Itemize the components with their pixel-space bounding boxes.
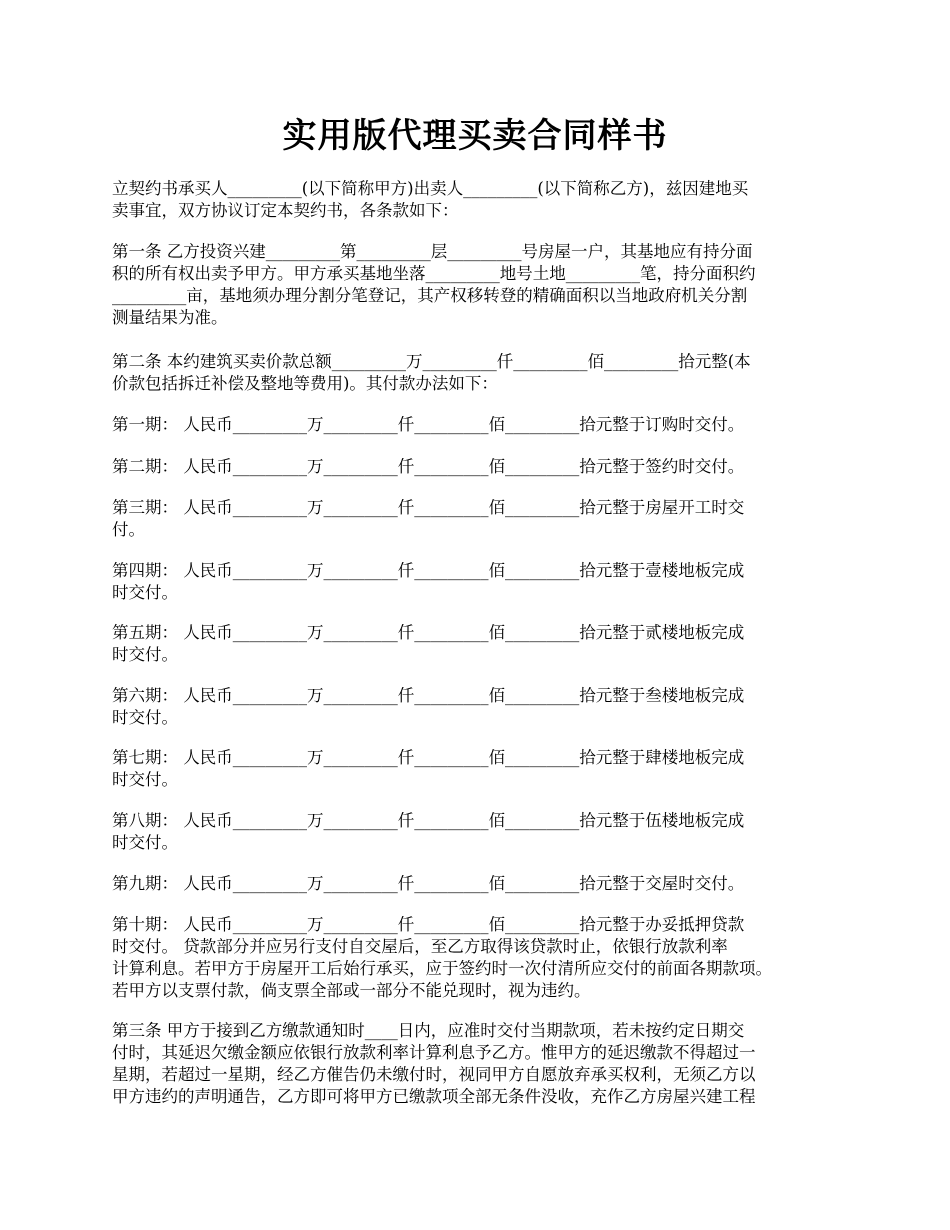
text-line: 第三期： 人民币_________万_________仟_________佰_________拾元整于房屋开工时交 [112,498,745,517]
text-line: 时交付。 贷款部分并应另行支付自交屋后，至乙方取得该贷款时止，依银行放款利率 [112,937,728,956]
text-line: 第七期： 人民币_________万_________仟_________佰_________拾元整于肆楼地板完成 [112,748,745,767]
paragraph-article-3 [112,1020,852,1108]
paragraph-installment-2 [112,456,852,478]
text-line: 第一期： 人民币_________万_________仟_________佰_________拾元整于订购时交付。 [112,415,745,434]
paragraph-preamble [112,178,852,222]
text-line: 第九期： 人民币_________万_________仟_________佰_________拾元整于交屋时交付。 [112,874,745,893]
text-line: 时交付。 [112,833,178,852]
text-line: 第五期： 人民币_________万_________仟_________佰_________拾元整于贰楼地板完成 [112,623,745,642]
text-line: 第三条 甲方于接到乙方缴款通知时____日内，应准时交付当期款项，若未按约定日期交 [112,1021,745,1040]
text-line: 计算利息。若甲方于房屋开工后始行承买，应于签约时一次付清所应交付的前面各期款项。 [112,959,772,978]
paragraph-installment-7 [112,747,852,791]
paragraph-installment-8 [112,810,852,854]
paragraph-installment-9 [112,873,852,895]
paragraph-installment-4 [112,560,852,604]
text-line: 付。 [112,520,145,539]
paragraph-installment-3 [112,497,852,541]
text-line: 积的所有权出卖予甲方。甲方承买基地坐落_________地号土地_________笔，持分面积约 [112,264,756,283]
text-line: 第四期： 人民币_________万_________仟_________佰_________拾元整于壹楼地板完成 [112,561,745,580]
text-line: 第一条 乙方投资兴建_________第_________层_________号房屋一户，其基地应有持分面 [112,242,753,261]
text-line: 时交付。 [112,645,178,664]
text-line: 时交付。 [112,708,178,727]
paragraph-article-2 [112,351,852,395]
paragraph-article-1 [112,241,852,329]
text-line: 星期，若超过一星期，经乙方催告仍未缴付时，视同甲方自愿放弃承买权利，无须乙方以 [112,1065,756,1084]
text-line: 第十期： 人民币_________万_________仟_________佰_________拾元整于办妥抵押贷款 [112,915,745,934]
text-line: 立契约书承买人_________(以下简称甲方)出卖人_________(以下简称乙方)，兹因建地买 [112,179,749,198]
text-line: 第二条 本约建筑买卖价款总额_________万_________仟_________佰_________拾元整(本 [112,352,751,371]
text-line: 若甲方以支票付款，倘支票全部或一部分不能兑现时，视为违约。 [112,981,591,1000]
text-line: 时交付。 [112,770,178,789]
paragraph-installment-1 [112,414,852,436]
text-line: 卖事宜，双方协议订定本契约书，各条款如下： [112,201,459,220]
text-line: 付时，其延迟欠缴金额应依银行放款利率计算利息予乙方。惟甲方的延迟缴款不得超过一 [112,1043,756,1062]
text-line: 第二期： 人民币_________万_________仟_________佰_________拾元整于签约时交付。 [112,457,745,476]
text-line: 时交付。 [112,583,178,602]
text-line: 测量结果为准。 [112,308,228,327]
paragraph-installment-6 [112,685,852,729]
text-line: 价款包括拆迁补偿及整地等费用)。其付款办法如下： [112,374,498,393]
text-line: 第六期： 人民币_________万_________仟_________佰_________拾元整于叁楼地板完成 [112,686,745,705]
paragraph-installment-10 [112,914,852,1002]
paragraph-installment-5 [112,622,852,666]
text-line: _________亩，基地须办理分割分笔登记，其产权移转登的精确面积以当地政府机关分割 [112,286,748,305]
text-line: 甲方违约的声明通告，乙方即可将甲方已缴款项全部无条件没收，充作乙方房屋兴建工程 [112,1087,756,1106]
document-title: 实用版代理买卖合同样书 [282,116,668,156]
text-line: 第八期： 人民币_________万_________仟_________佰_________拾元整于伍楼地板完成 [112,811,745,830]
